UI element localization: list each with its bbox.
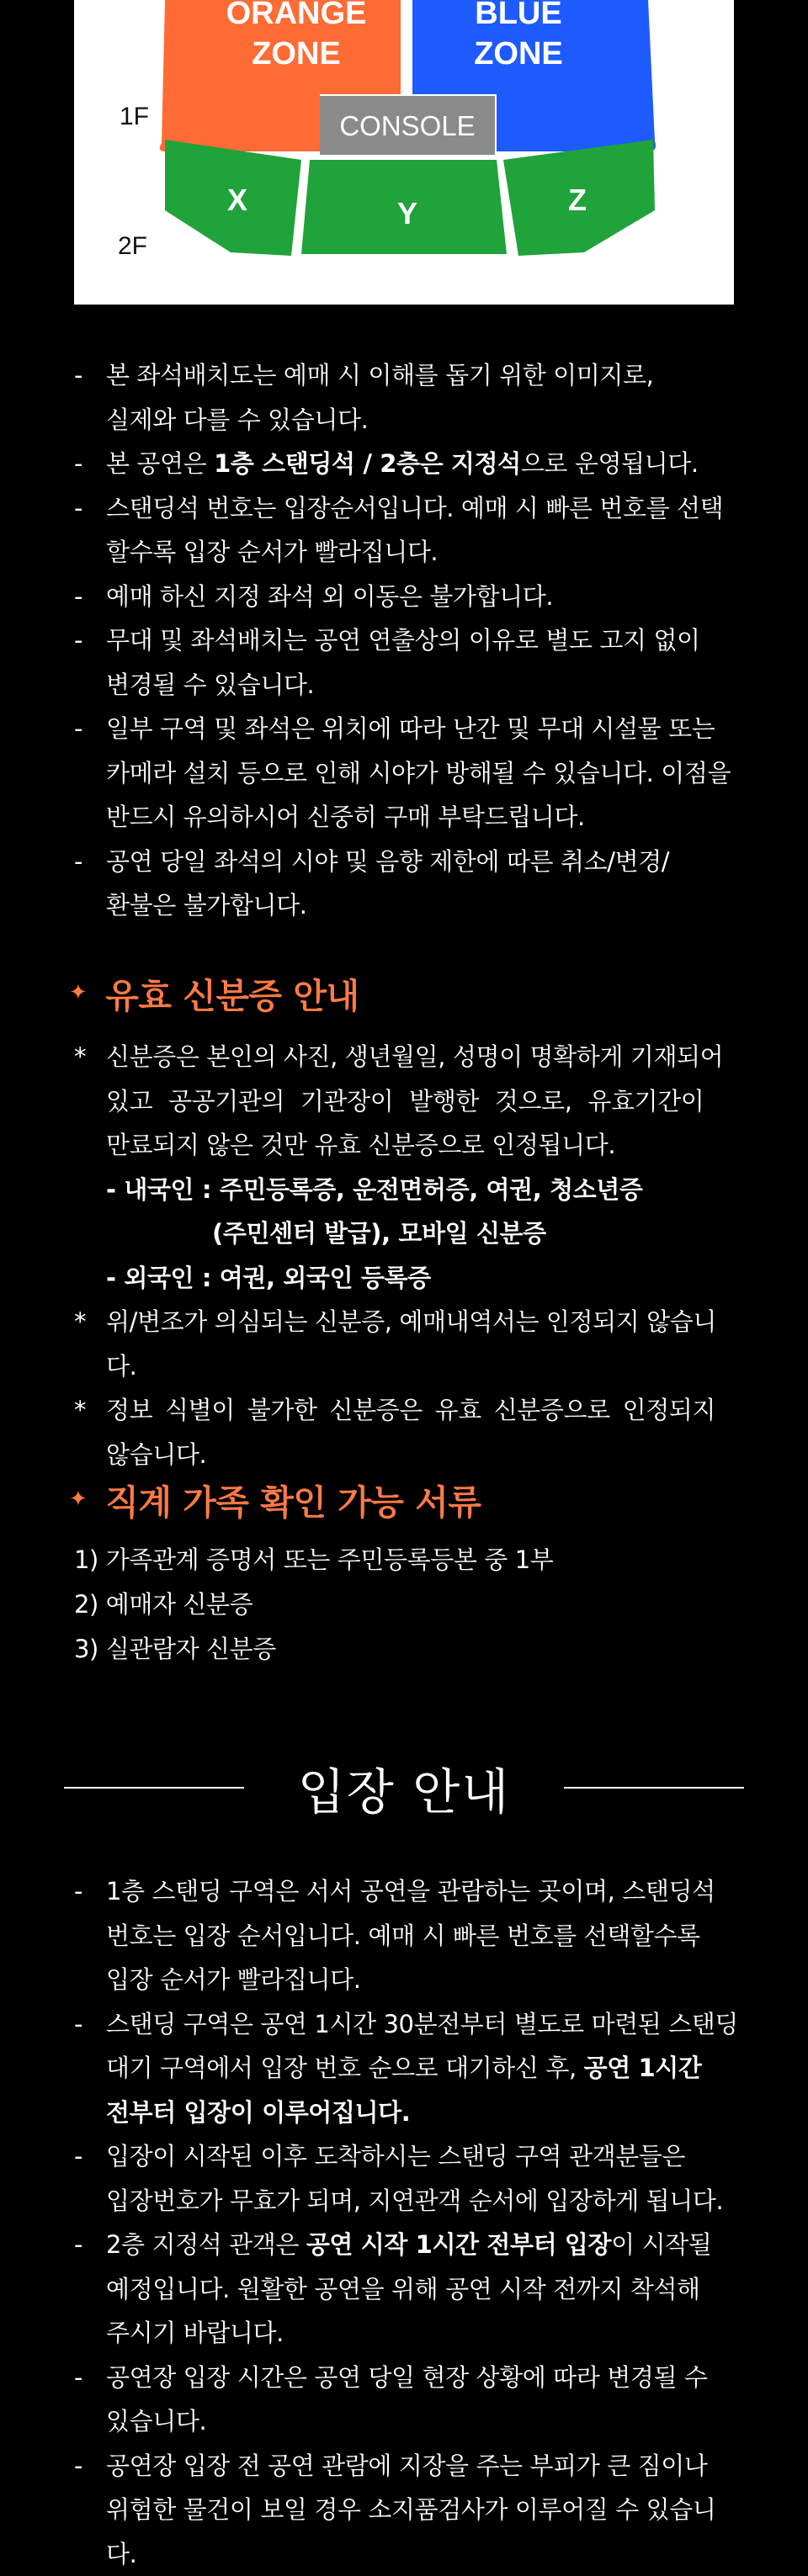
asterisk-marker: * — [74, 1300, 99, 1344]
entrance-guide — [74, 1869, 739, 2576]
entrance-text: 이 시작될 — [611, 2230, 711, 2259]
dash-marker: - — [74, 442, 99, 486]
dash-marker: - — [74, 2002, 99, 2047]
dash-marker: - — [74, 2356, 99, 2400]
entrance-line: 입장이 시작된 이후 도착하시는 스탠딩 구역 관객분들은 — [106, 2142, 685, 2171]
entrance-line: 공연장 입장 시간은 공연 당일 현장 상황에 따라 변경될 수 — [106, 2363, 708, 2392]
notice-item — [74, 442, 739, 486]
floor-1-label: 1F — [120, 103, 149, 130]
floor-2-label: 2F — [118, 232, 147, 260]
dash-marker: - — [74, 707, 99, 751]
notice-item — [74, 353, 739, 442]
notice-item — [74, 575, 739, 619]
id-note-item — [74, 1300, 739, 1388]
notice-text: 으로 운영됩니다. — [521, 449, 699, 478]
domestic-id-line: - 내국인 : 주민등록증, 운전면허증, 여권, 청소년증 — [74, 1168, 739, 1212]
id-intro-item — [74, 1035, 739, 1168]
notice-item — [74, 486, 739, 575]
notice-bold-text: 1층 스탠딩석 / 2층은 지정석 — [214, 449, 521, 478]
family-document-item: 1) 가족관계 증명서 또는 주민등록등본 중 1부 — [74, 1538, 739, 1582]
foreign-id-line: - 외국인 : 여권, 외국인 등록증 — [74, 1256, 739, 1301]
entrance-item — [74, 2356, 739, 2444]
entrance-text: 2층 지정석 관객은 — [106, 2230, 306, 2259]
entrance-line: 예정입니다. 원활한 공연을 위해 공연 시작 전까지 착석해 — [106, 2275, 700, 2303]
notice-item — [74, 840, 739, 928]
entrance-line: 위험한 물건이 보일 경우 소지품검사가 이루어질 수 있습니다. — [106, 2495, 715, 2568]
entrance-line: 공연장 입장 전 공연 관람에 지장을 주는 부피가 큰 짐이나 — [106, 2451, 708, 2480]
domestic-id-line-cont: (주민센터 발급), 모바일 신분증 — [74, 1211, 739, 1256]
notice-text: 본 공연은 — [106, 449, 214, 478]
notice-line: 스탠딩석 번호는 입장순서입니다. 예매 시 빠른 번호를 선택 — [106, 494, 723, 522]
entrance-bold-text: 공연 시작 1시간 전부터 입장 — [306, 2230, 611, 2259]
notice-line: 본 좌석배치도는 예매 시 이해를 돕기 위한 이미지로, — [106, 361, 653, 390]
entrance-line: 입장 순서가 빨라집니다. — [106, 1965, 361, 1994]
entrance-item — [74, 2223, 739, 2356]
id-intro-line: 신분증은 본인의 사진, 생년월일, 성명이 명확하게 기재되어 — [106, 1042, 723, 1071]
header-divider-right — [564, 1787, 744, 1789]
dash-marker: - — [74, 2134, 99, 2179]
entrance-item — [74, 1869, 739, 2002]
id-section-title-text: 유효 신분증 안내 — [105, 968, 359, 1018]
notice-item — [74, 707, 739, 840]
orange-zone-label-2: ZONE — [252, 36, 341, 72]
console-label: CONSOLE — [339, 110, 475, 141]
entrance-line: 1층 스탠딩 구역은 서서 공연을 관람하는 곳이며, 스탠딩석 — [106, 1877, 715, 1905]
dash-marker: - — [74, 840, 99, 884]
entrance-title: 입장 안내 — [298, 1752, 511, 1823]
notice-line: 실제와 다를 수 있습니다. — [106, 405, 368, 434]
entrance-bold-text: 공연 1시간 — [584, 2054, 702, 2082]
header-divider-left — [64, 1787, 244, 1789]
entrance-bold-text: 전부터 입장이 이루어집니다. — [106, 2098, 410, 2127]
notice-line: 반드시 유의하시어 신중히 구매 부탁드립니다. — [106, 803, 585, 831]
id-note-item — [74, 1388, 739, 1476]
entrance-header — [64, 1754, 744, 1821]
entrance-item — [74, 2002, 739, 2135]
id-section-body — [74, 1035, 739, 1476]
asterisk-marker: * — [74, 1035, 99, 1079]
dash-marker: - — [74, 2223, 99, 2267]
notice-line: 카메라 설치 등으로 인해 시야가 방해될 수 있습니다. 이점을 — [106, 759, 731, 787]
zone-z-label: Z — [568, 183, 587, 217]
entrance-line: 있습니다. — [106, 2407, 206, 2436]
family-section-title — [69, 1474, 481, 1524]
notice-line: 무대 및 좌석배치는 공연 연출상의 이유로 별도 고지 없이 — [106, 626, 700, 655]
orange-zone-label-1: ORANGE — [226, 0, 367, 31]
notice-line: 예매 하신 지정 좌석 외 이동은 불가합니다. — [106, 582, 553, 611]
dash-marker: - — [74, 618, 99, 663]
asterisk-marker: * — [74, 1388, 99, 1433]
id-note-line: 정보 식별이 불가한 신분증은 유효 신분증으로 인정되지 — [106, 1396, 715, 1424]
seat-map-diagram — [74, 0, 734, 305]
seat-map — [74, 0, 734, 305]
notice-line: 공연 당일 좌석의 시야 및 음향 제한에 따른 취소/변경/ — [106, 847, 669, 876]
entrance-item — [74, 2134, 739, 2223]
dash-marker: - — [74, 575, 99, 619]
family-document-item: 3) 실관람자 신분증 — [74, 1627, 739, 1672]
family-section-title-text: 직계 가족 확인 가능 서류 — [105, 1475, 481, 1524]
id-intro-line: 만료되지 않은 것만 유효 신분증으로 인정됩니다. — [106, 1131, 615, 1159]
zone-x-label: X — [227, 183, 247, 217]
entrance-item — [74, 2444, 739, 2576]
id-note-text: 위/변조가 의심되는 신분증, 예매내역서는 인정되지 않습니다. — [106, 1307, 716, 1381]
id-note-line: 않습니다. — [106, 1440, 206, 1469]
sparkle-icon: ✦ — [69, 980, 87, 1005]
dash-marker: - — [74, 486, 99, 531]
entrance-line: 스탠딩 구역은 공연 1시간 30분전부터 별도로 마련된 스탠딩 — [106, 2010, 738, 2038]
id-section-title — [69, 967, 359, 1018]
dash-marker: - — [74, 353, 99, 398]
notice-line: 일부 구역 및 좌석은 위치에 따라 난간 및 무대 시설물 또는 — [106, 714, 715, 743]
notice-line: 변경될 수 있습니다. — [106, 671, 314, 699]
notice-line: 할수록 입장 순서가 빨라집니다. — [106, 538, 438, 566]
zone-y-label: Y — [397, 196, 417, 231]
entrance-line: 입장번호가 무효가 되며, 지연관객 순서에 입장하게 됩니다. — [106, 2186, 723, 2215]
entrance-text: 대기 구역에서 입장 번호 순으로 대기하신 후, — [106, 2054, 584, 2082]
family-document-item: 2) 예매자 신분증 — [74, 1582, 739, 1627]
seat-notice — [74, 353, 739, 928]
id-intro-line: 있고 공공기관의 기관장이 발행한 것으로, 유효기간이 — [106, 1087, 704, 1116]
family-document-list — [74, 1538, 739, 1672]
notice-item — [74, 618, 739, 707]
dash-marker: - — [74, 2444, 99, 2489]
entrance-line: 번호는 입장 순서입니다. 예매 시 빠른 번호를 선택할수록 — [106, 1921, 700, 1950]
sparkle-icon: ✦ — [69, 1487, 87, 1512]
blue-zone-label-2: ZONE — [474, 36, 563, 72]
notice-line: 환불은 불가합니다. — [106, 891, 307, 920]
dash-marker: - — [74, 1869, 99, 1914]
entrance-line: 주시기 바랍니다. — [106, 2319, 284, 2347]
blue-zone-label-1: BLUE — [475, 0, 561, 31]
